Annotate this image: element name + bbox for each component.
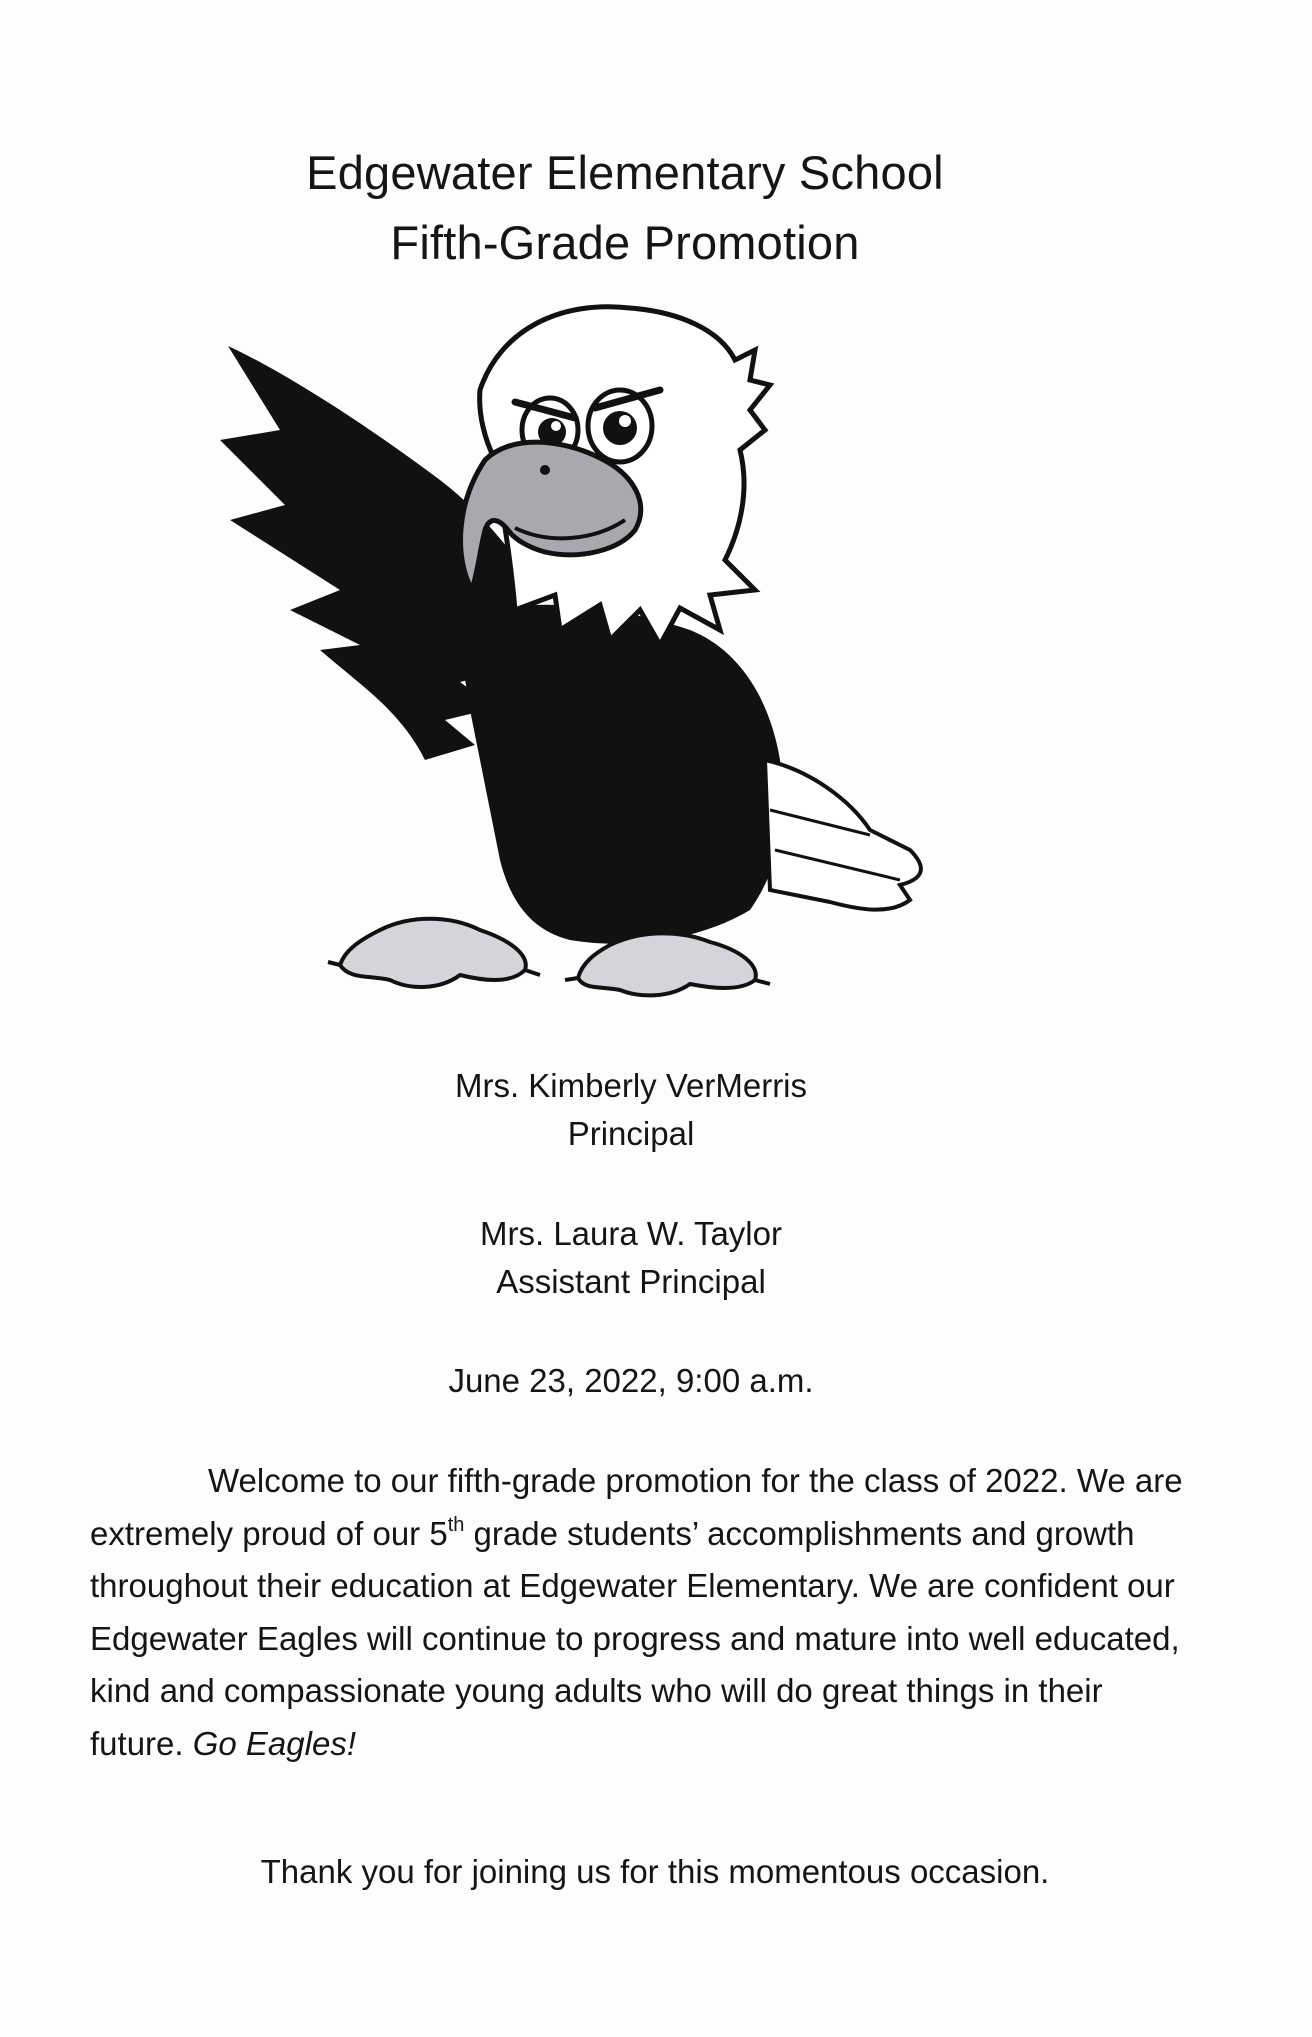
event-title: Fifth-Grade Promotion xyxy=(390,216,860,269)
thank-you-line: Thank you for joining us for this momentous occasion. xyxy=(260,1853,1050,1890)
go-eagles-slogan: Go Eagles! xyxy=(192,1724,356,1762)
welcome-text-1: Welcome to our fifth-grade promotion for the class of 2022. We are extremely proud of our 5 xyxy=(90,1462,1183,1552)
assistant-principal-name: Mrs. Laura W. Taylor xyxy=(480,1215,782,1252)
event-date-time: June 23, 2022, 9:00 a.m. xyxy=(448,1362,814,1399)
ordinal-superscript: th xyxy=(447,1513,465,1536)
page-title xyxy=(0,138,1250,278)
school-name: Edgewater Elementary School xyxy=(306,146,944,199)
eagle-tail xyxy=(765,760,921,910)
principal-title: Principal xyxy=(567,1115,695,1152)
welcome-paragraph xyxy=(90,1455,1200,1770)
welcome-text-2: grade students’ accomplishments and growth throughout their education at Edgewater Elementary. We are confident our Edgewater Eagles will continue to progress and mature into well educated, kind and compassionate young adults who will do great things in their future. xyxy=(90,1514,1180,1762)
principal-block xyxy=(0,1062,1262,1158)
assistant-principal-block xyxy=(0,1210,1262,1306)
eagle-foot-left xyxy=(340,919,526,987)
assistant-principal-title: Assistant Principal xyxy=(496,1263,766,1300)
principal-name: Mrs. Kimberly VerMerris xyxy=(454,1067,808,1104)
eagle-mascot-icon xyxy=(210,290,1030,1025)
eagle-body xyxy=(460,605,782,944)
